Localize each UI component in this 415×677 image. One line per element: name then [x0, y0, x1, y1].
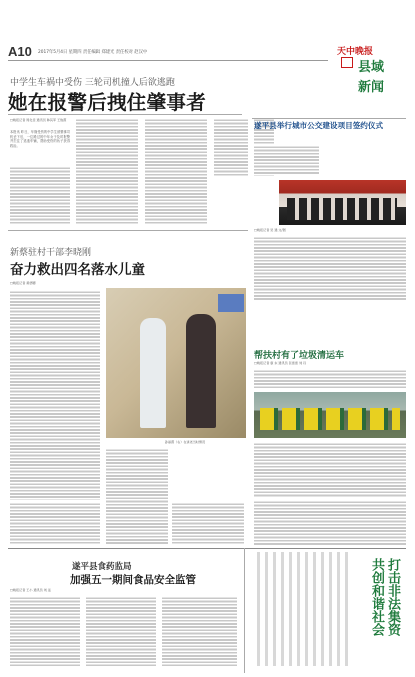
- paper-logo: 天中晚报: [337, 47, 374, 57]
- bottom-kicker: 遂平县食药监局: [72, 562, 132, 572]
- article1-lead: 本报讯 昨日，车祸受伤的中学生被肇事司机丢下后，一位路过的中年女子及时报警并拦住了逃逸车辆，帮助受伤的孩子获得救治。: [10, 130, 70, 149]
- slogan-col1: 打击非法集资: [385, 558, 400, 636]
- bottom-headline: 加强五一期间食品安全监管: [70, 574, 196, 586]
- article2-kicker: 新蔡驻村干部李晓刚: [10, 248, 92, 258]
- photo-figure-left: [140, 318, 166, 428]
- article1-col1-text: [10, 166, 70, 224]
- article3-headline: 遂平县举行城市公交建设项目签约仪式: [254, 121, 384, 130]
- article4-text: [254, 369, 406, 389]
- interview-photo: [106, 288, 246, 438]
- article3-text-2: [254, 236, 406, 300]
- article4-headline: 帮扶村有了垃圾清运车: [254, 351, 345, 361]
- article1-col2-text: [76, 118, 138, 224]
- slogan-text-left: [252, 552, 352, 666]
- bottom-col1-text: [10, 596, 80, 666]
- ceremony-people: [287, 198, 397, 220]
- bottom-byline: □晚报记者 王小 通讯员 刘 远: [10, 588, 51, 592]
- page-number: A10: [8, 44, 32, 59]
- article1-rule: [8, 114, 242, 115]
- garbage-truck-photo: [254, 392, 406, 438]
- article2-col3-text: [10, 502, 100, 544]
- bottom-divider: [244, 548, 245, 673]
- article1-kicker: 中学生车祸中受伤 三轮司机撞人后欲逃跑: [10, 78, 175, 88]
- article2-headline: 奋力救出四名落水儿童: [10, 262, 145, 278]
- right-bottom-text: [254, 500, 406, 545]
- article2-byline: □晚报记者 黄德卿: [10, 281, 36, 285]
- bottom-col3-text: [162, 596, 237, 666]
- article2-top-rule: [8, 230, 248, 231]
- article1-col3-text: [145, 118, 207, 224]
- signing-ceremony-photo: [279, 180, 406, 225]
- article1-photo-caption: 孙丽霞（右）在讲述当时情况: [164, 440, 206, 444]
- logo-seal: [341, 57, 353, 68]
- section-title-2: 新闻: [358, 80, 385, 95]
- article4-byline: □晚报记者 康 东 通讯员 张雷雷 刘 丹: [254, 361, 307, 365]
- article1-headline: 她在报警后拽住肇事者: [8, 91, 207, 114]
- bottom-section-rule: [8, 548, 406, 549]
- article4-text-2: [254, 442, 406, 498]
- slogan-col2: 共创和谐社会: [369, 558, 384, 636]
- section-title-1: 县域: [358, 60, 385, 75]
- article2-col1-text: [10, 290, 100, 500]
- photo-figure-right: [186, 314, 216, 428]
- header-rule: [8, 60, 328, 61]
- article3-byline: □晚报记者 吴 通 文/图: [254, 228, 286, 232]
- article1-cont-text: [172, 502, 244, 544]
- article1-col4-text: [214, 118, 248, 176]
- bottom-col2-text: [86, 596, 156, 666]
- article3-text: [254, 145, 319, 175]
- article2-col2-text: [106, 448, 168, 544]
- header-info: 2017年5月4日 星期四 责任编辑 郑建光 责任校对 赵汉中: [38, 50, 148, 55]
- article1-byline: □晚报记者 周化佳 通讯员 韩其军 王俊霞: [10, 118, 67, 122]
- photo-sign: [218, 294, 244, 312]
- article3-top-rule: [252, 118, 406, 119]
- truck-row: [260, 408, 400, 430]
